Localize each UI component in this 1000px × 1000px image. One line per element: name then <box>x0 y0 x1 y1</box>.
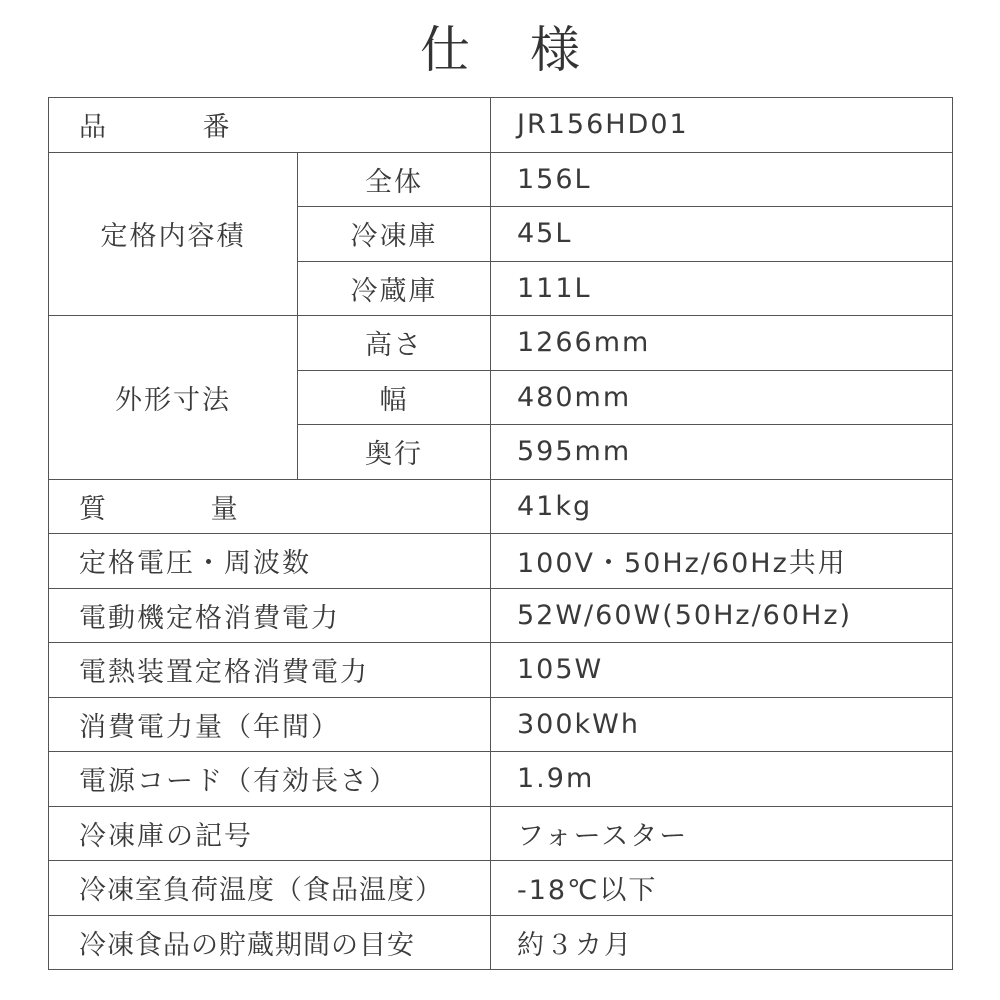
spec-value: 41kg <box>491 479 953 534</box>
spec-value: 105W <box>491 643 953 698</box>
table-row-capacity-total <box>49 152 953 207</box>
capacity-group-label: 定格内容積 <box>49 152 298 316</box>
capacity-value: 111L <box>491 261 953 316</box>
table-row-weight <box>49 479 953 534</box>
spec-label: 電源コード（有効長さ） <box>49 752 491 807</box>
table-row-annual-energy <box>49 697 953 752</box>
spec-label: 電動機定格消費電力 <box>49 588 491 643</box>
spec-value: -18℃以下 <box>491 861 953 916</box>
capacity-value: 156L <box>491 152 953 207</box>
capacity-sub-label: 冷蔵庫 <box>298 261 491 316</box>
spec-value: 52W/60W(50Hz/60Hz) <box>491 588 953 643</box>
dimension-value: 595mm <box>491 425 953 480</box>
capacity-sub-label: 冷凍庫 <box>298 207 491 262</box>
capacity-sub-label: 全体 <box>298 152 491 207</box>
table-row-storage-period <box>49 915 953 970</box>
dimension-sub-label: 高さ <box>298 316 491 371</box>
table-row-freezer-temp <box>49 861 953 916</box>
page-title: 仕 様 <box>420 21 602 79</box>
model-value: JR156HD01 <box>491 98 953 153</box>
spec-label: 定格電圧・周波数 <box>49 534 491 589</box>
dimension-sub-label: 幅 <box>298 370 491 425</box>
spec-value: 1.9m <box>491 752 953 807</box>
table-row-power-cord <box>49 752 953 807</box>
spec-value: 300kWh <box>491 697 953 752</box>
table-row-voltage <box>49 534 953 589</box>
spec-value: 約３カ月 <box>491 915 953 970</box>
spec-value: 100V・50Hz/60Hz共用 <box>491 534 953 589</box>
table-row-freezer-symbol <box>49 806 953 861</box>
table-row-dimension-height <box>49 316 953 371</box>
dimension-value: 480mm <box>491 370 953 425</box>
table-row-motor-power <box>49 588 953 643</box>
spec-label: 質 量 <box>49 479 491 534</box>
dimension-value: 1266mm <box>491 316 953 371</box>
spec-label: 電熱装置定格消費電力 <box>49 643 491 698</box>
spec-table <box>48 97 953 970</box>
spec-label: 消費電力量（年間） <box>49 697 491 752</box>
spec-value: フォースター <box>491 806 953 861</box>
table-row-heater-power <box>49 643 953 698</box>
capacity-value: 45L <box>491 207 953 262</box>
dimensions-group-label: 外形寸法 <box>49 316 298 480</box>
spec-label: 冷凍室負荷温度（食品温度） <box>49 861 491 916</box>
spec-label: 冷凍庫の記号 <box>49 806 491 861</box>
dimension-sub-label: 奥行 <box>298 425 491 480</box>
spec-label: 冷凍食品の貯蔵期間の目安 <box>49 915 491 970</box>
table-row-model <box>49 98 953 153</box>
model-label: 品 番 <box>49 98 491 153</box>
